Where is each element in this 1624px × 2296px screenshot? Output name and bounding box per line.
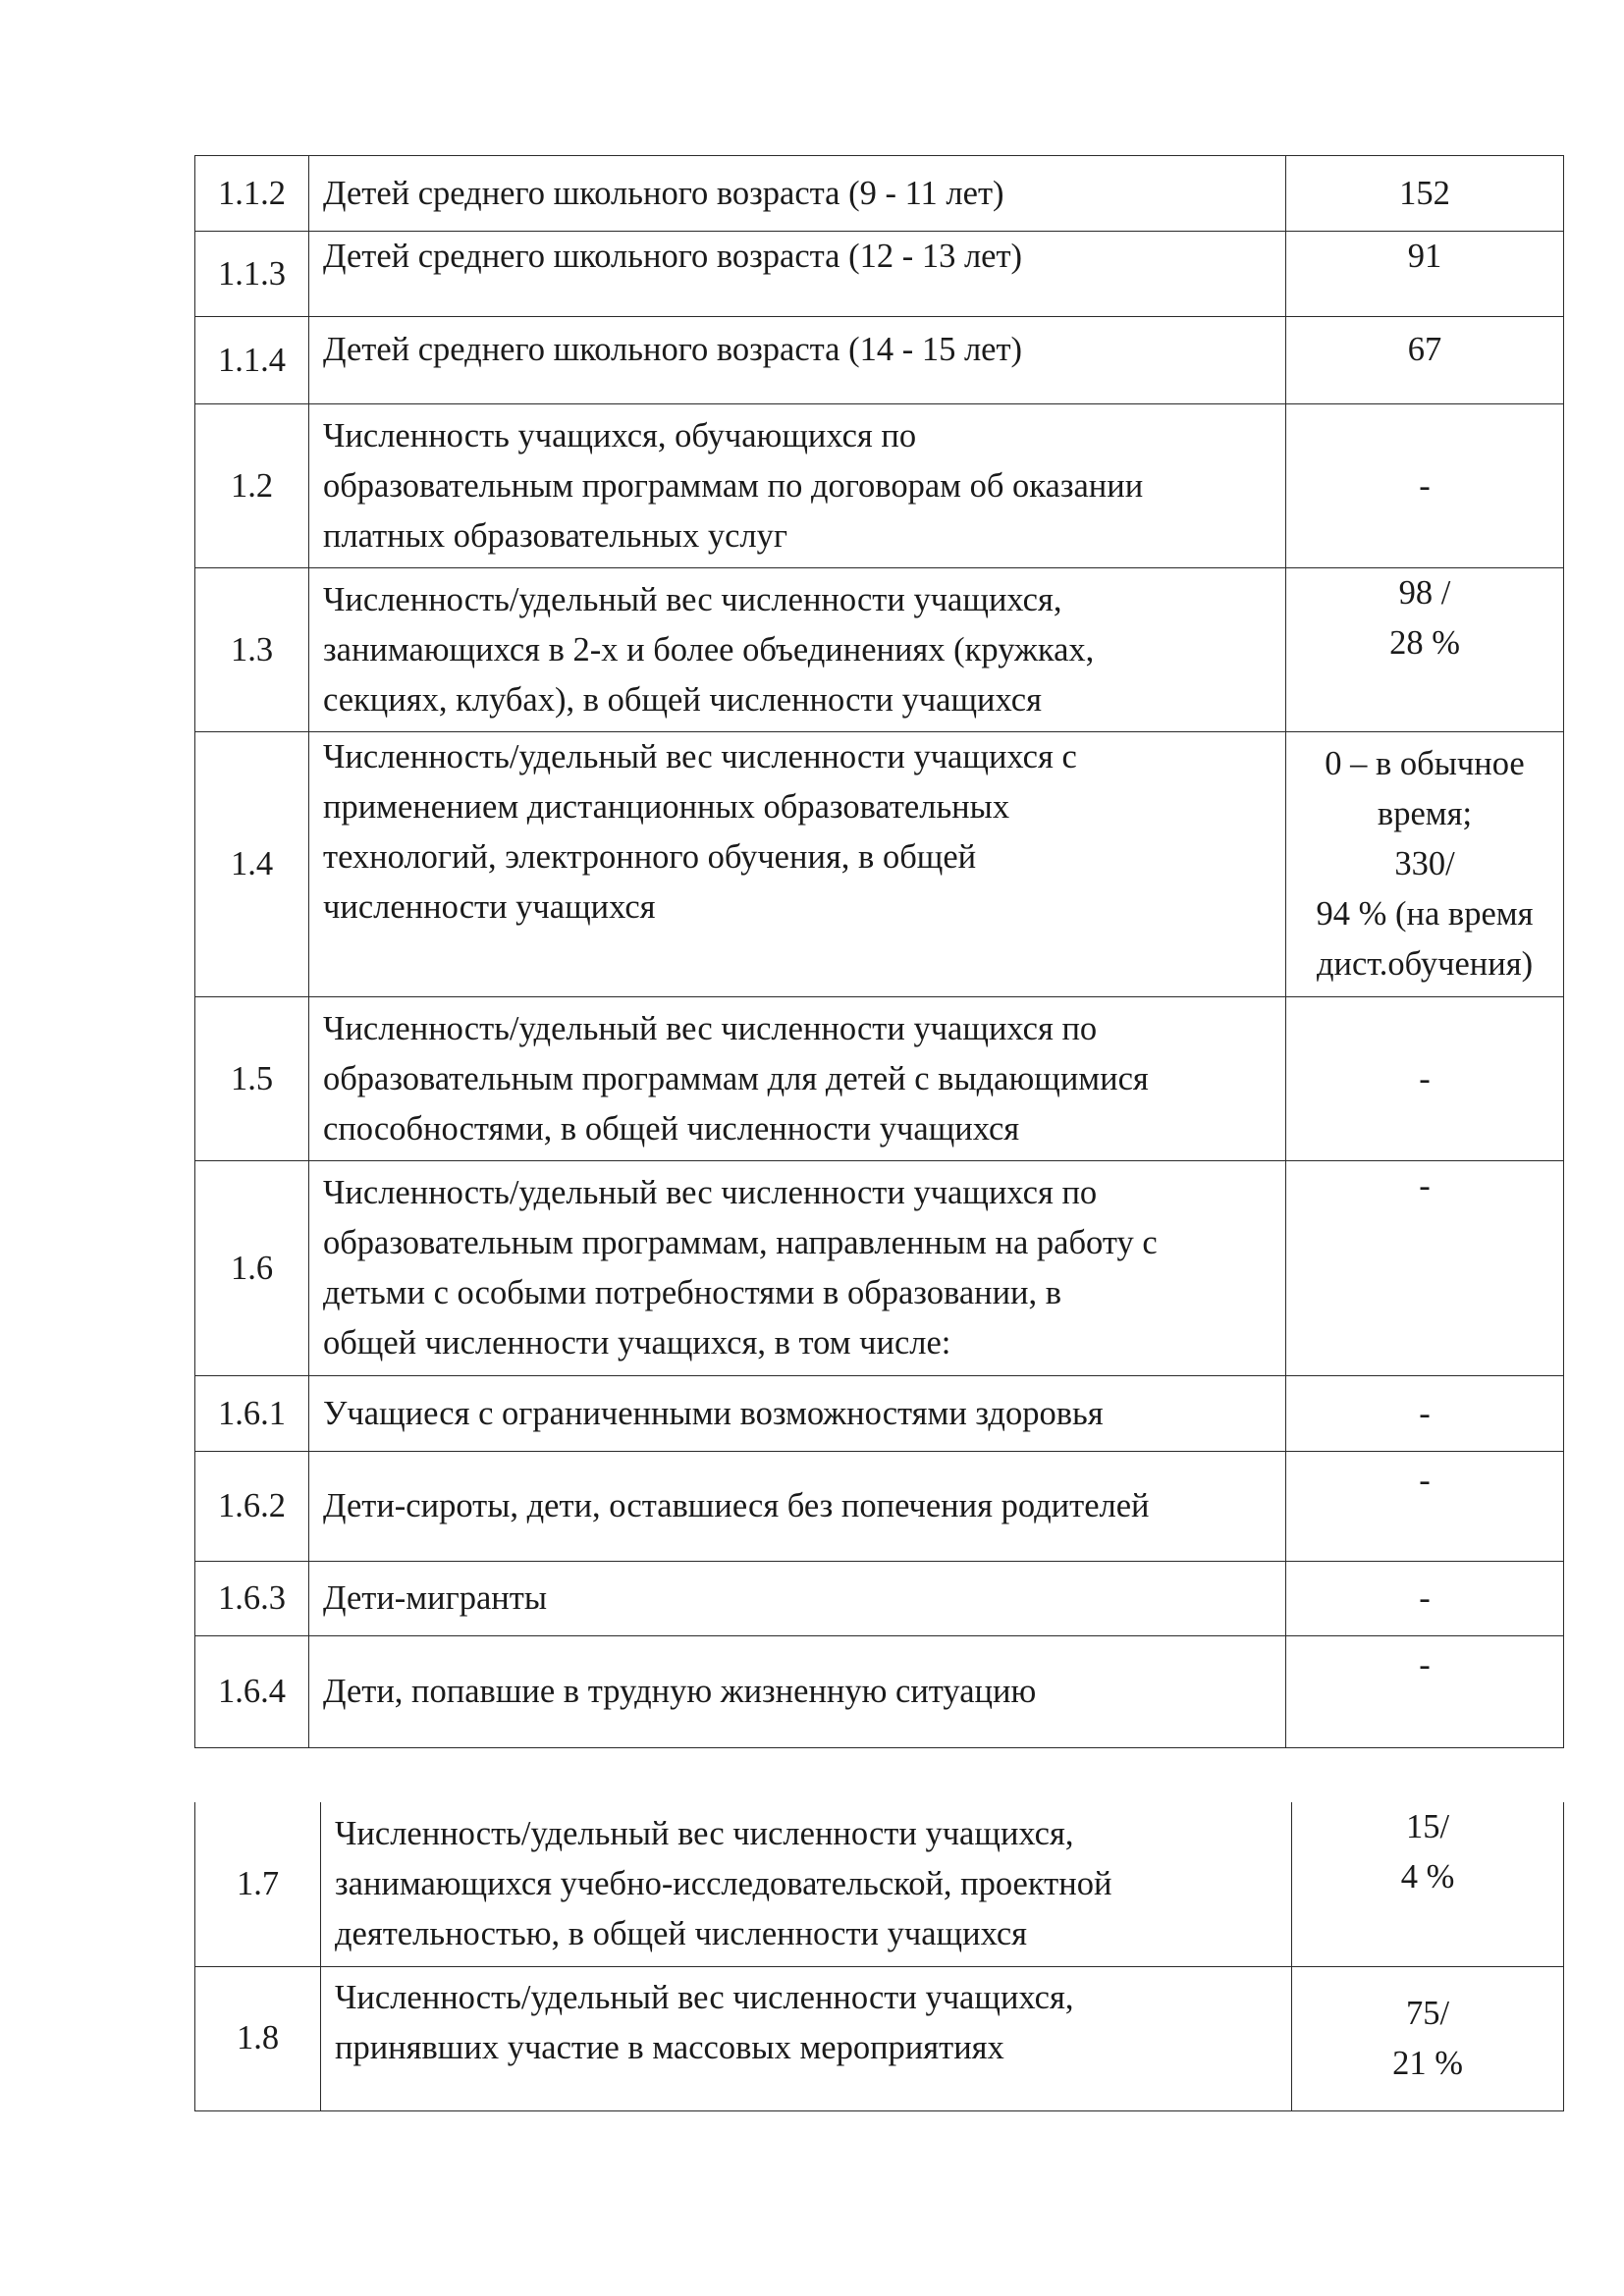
- row-value: 91: [1286, 232, 1564, 317]
- table-row: [195, 156, 1564, 232]
- row-number: 1.1.3: [195, 232, 309, 317]
- row-number: 1.5: [195, 997, 309, 1161]
- table-row: [195, 1802, 1564, 1966]
- row-value: -: [1286, 1636, 1564, 1748]
- row-description: Детей среднего школьного возраста (12 - 13 лет): [309, 232, 1286, 317]
- row-number: 1.6.2: [195, 1452, 309, 1562]
- table-row: [195, 404, 1564, 568]
- row-number: 1.7: [195, 1802, 321, 1966]
- table-row: [195, 1636, 1564, 1748]
- row-value: 15/ 4 %: [1292, 1802, 1564, 1966]
- indicators-table-2: [194, 1802, 1564, 2111]
- row-value: 0 – в обычное время; 330/ 94 % (на время дист.обучения): [1286, 732, 1564, 997]
- table-row: [195, 1376, 1564, 1452]
- row-description: Численность/удельный вес численности учащихся с применением дистанционных образовательных технологий, электронного обучения, в общей численности учащихся: [309, 732, 1286, 997]
- row-value: -: [1286, 997, 1564, 1161]
- row-number: 1.8: [195, 1966, 321, 2110]
- table-row: [195, 732, 1564, 997]
- row-value: 152: [1286, 156, 1564, 232]
- row-description: Учащиеся с ограниченными возможностями здоровья: [309, 1376, 1286, 1452]
- table-row: [195, 1452, 1564, 1562]
- row-description: Дети-сироты, дети, оставшиеся без попечения родителей: [309, 1452, 1286, 1562]
- row-value: 75/ 21 %: [1292, 1966, 1564, 2110]
- row-number: 1.2: [195, 404, 309, 568]
- row-description: Численность/удельный вес численности учащихся, занимающихся учебно-исследовательской, проектной деятельностью, в общей численности учащихся: [321, 1802, 1292, 1966]
- row-value: -: [1286, 1452, 1564, 1562]
- row-description: Дети, попавшие в трудную жизненную ситуацию: [309, 1636, 1286, 1748]
- table-row: [195, 568, 1564, 732]
- row-value: 67: [1286, 317, 1564, 404]
- indicators-table-1: [194, 155, 1564, 1748]
- row-value: 98 / 28 %: [1286, 568, 1564, 732]
- row-description: Численность/удельный вес численности учащихся, занимающихся в 2-х и более объединениях (кружках, секциях, клубах), в общей численности учащихся: [309, 568, 1286, 732]
- row-description: Детей среднего школьного возраста (9 - 11 лет): [309, 156, 1286, 232]
- row-number: 1.6: [195, 1161, 309, 1376]
- row-number: 1.4: [195, 732, 309, 997]
- row-number: 1.6.4: [195, 1636, 309, 1748]
- row-description: Численность/удельный вес численности учащихся по образовательным программам, направленным на работу с детьми с особыми потребностями в образовании, в общей численности учащихся, в том числе:: [309, 1161, 1286, 1376]
- row-value: -: [1286, 1376, 1564, 1452]
- row-description: Численность учащихся, обучающихся по образовательным программам по договорам об оказании платных образовательных услуг: [309, 404, 1286, 568]
- row-value: -: [1286, 404, 1564, 568]
- row-number: 1.1.4: [195, 317, 309, 404]
- row-number: 1.6.3: [195, 1562, 309, 1636]
- row-description: Дети-мигранты: [309, 1562, 1286, 1636]
- table-row: [195, 232, 1564, 317]
- row-number: 1.6.1: [195, 1376, 309, 1452]
- table-row: [195, 1966, 1564, 2110]
- table-row: [195, 317, 1564, 404]
- table-row: [195, 997, 1564, 1161]
- row-number: 1.1.2: [195, 156, 309, 232]
- table-row: [195, 1161, 1564, 1376]
- row-description: Численность/удельный вес численности учащихся по образовательным программам для детей с выдающимися способностями, в общей численности учащихся: [309, 997, 1286, 1161]
- table-row: [195, 1562, 1564, 1636]
- row-description: Детей среднего школьного возраста (14 - 15 лет): [309, 317, 1286, 404]
- row-value: -: [1286, 1161, 1564, 1376]
- row-description: Численность/удельный вес численности учащихся, принявших участие в массовых мероприятиях: [321, 1966, 1292, 2110]
- row-value: -: [1286, 1562, 1564, 1636]
- row-number: 1.3: [195, 568, 309, 732]
